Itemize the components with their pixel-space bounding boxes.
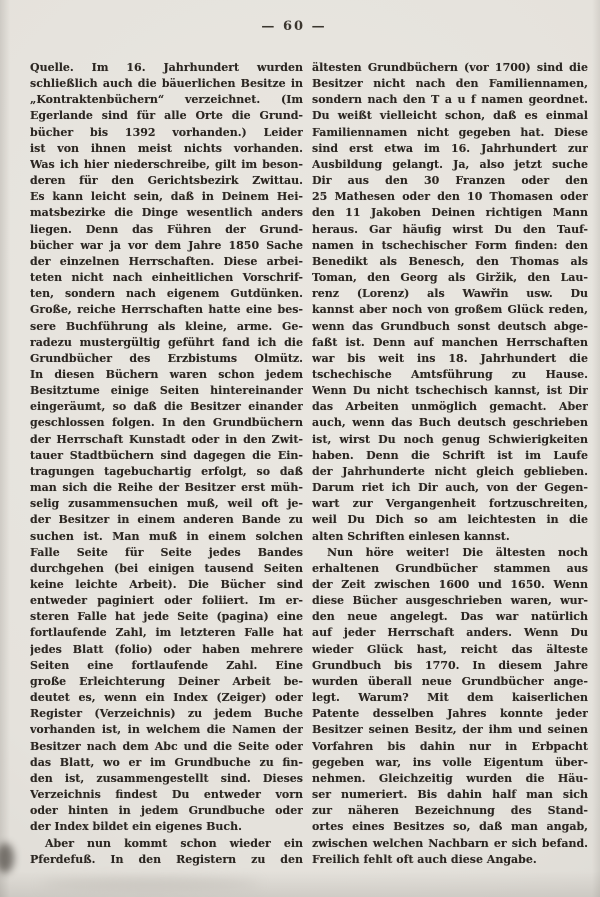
text-line: Familiennamen nicht gegeben hat. Diese (312, 125, 588, 139)
text-line: deutet es, wenn ein Index (Zeiger) oder (30, 691, 303, 705)
text-line: Patente desselben Jahres konnte jeder (312, 707, 588, 721)
text-line: Benedikt als Benesch, den Thomas als (312, 254, 588, 268)
text-line: Freilich fehlt oft auch diese Angabe. (312, 852, 537, 866)
text-line: radezu mustergültig geführt fand ich die (30, 335, 303, 349)
text-line: namen in tschechischer Form finden: den (312, 238, 588, 252)
text-line: ser numeriert. Bis dahin half man sich (312, 788, 588, 802)
text-line: tauer Stadtbüchern sind dagegen die Ein- (30, 448, 303, 462)
text-line: bücher bis 1392 vorhanden.) Leider (30, 125, 303, 139)
text-line: haben. Denn die Schrift ist im Laufe (312, 448, 588, 462)
scan-shadow-right-edge (592, 0, 600, 897)
text-line: das Arbeiten unmöglich gemacht. Aber (312, 400, 588, 414)
text-line: große Erleichterung Deiner Arbeit be- (30, 674, 303, 688)
text-line: weil Du Dich so am leichtesten in die (312, 513, 588, 527)
text-line: Egerlande sind für alle Orte die Grund- (30, 109, 303, 123)
text-line: Wenn Du nicht tschechisch kannst, ist Dir (312, 384, 588, 398)
text-line: Quelle. Im 16. Jahrhundert wurden (30, 61, 303, 74)
text-line: das Blatt, wo er im Grundbuche zu fin- (30, 755, 303, 769)
text-line: durchgehen (bei einigen tausend Seiten (30, 561, 303, 575)
text-line: liegen. Denn das Führen der Grund- (30, 222, 303, 236)
text-line: zwischen welchen Nachbarn er sich befand. (312, 836, 588, 850)
text-line: ist von ihnen meist nichts vorhanden. (30, 141, 303, 155)
text-line: Besitzer nach dem Abc und die Seite oder (30, 739, 303, 753)
text-line: renz (Lorenz) als Wawřin usw. Du (312, 287, 588, 301)
text-line: auf jeder Herrschaft anders. Wenn Du (312, 626, 588, 640)
text-line: fortlaufende Zahl, im letzteren Falle hat (30, 626, 303, 640)
text-line: war bis weit ins 18. Jahrhundert die (312, 351, 588, 365)
text-column-left (30, 60, 303, 868)
scan-shadow-left-edge (0, 0, 10, 897)
text-line: sind erst etwa im 16. Jahrhundert zur (312, 141, 588, 155)
text-line: der Jahrhunderte nicht gleich geblieben. (312, 464, 588, 478)
scan-smudge (40, 879, 260, 889)
text-line: jedes Blatt (folio) oder haben mehrere (30, 642, 303, 656)
text-line: wurden überall neue Grundbücher ange- (312, 674, 588, 688)
text-line: legt. Warum? Mit dem kaiserlichen (312, 691, 588, 705)
text-line: kannst aber noch von großem Glück reden, (312, 303, 588, 317)
text-line: den neue angelegt. Das war natürlich (312, 610, 588, 624)
text-line: wart zur Vergangenheit fortzuschreiten, (312, 497, 588, 511)
text-line: ortes eines Besitzes so, daß man angab, (312, 820, 588, 834)
text-line: Falle Seite für Seite jedes Bandes (30, 545, 303, 559)
text-line: den ist, zusammengestellt sind. Dieses (30, 771, 303, 785)
text-line: faßt ist. Denn auf manchen Herrschaften (312, 335, 588, 349)
text-line: erhaltenen Grundbücher stammen aus (312, 561, 588, 575)
text-line: steren Falle hat jede Seite (pagina) eine (30, 610, 303, 624)
text-line: geschlossen folgen. In den Grundbüchern (30, 416, 303, 430)
text-line: teten nicht nach einheitlichen Vorschrif- (30, 271, 303, 285)
text-line: ältesten Grundbüchern (vor 1700) sind die (312, 61, 588, 74)
text-line: In diesen Büchern waren schon jedem (30, 367, 303, 381)
text-line: keine leichte Arbeit). Die Bücher sind (30, 578, 303, 591)
text-line: 25 Mathesen oder den 10 Thomasen oder (312, 190, 588, 204)
text-line: Nun höre weiter! Die ältesten noch (327, 545, 588, 559)
text-column-right (312, 60, 588, 868)
text-line: man sich die Reihe der Besitzer erst müh- (30, 481, 303, 495)
text-line: der Herrschaft Kunstadt oder in den Zwit- (30, 432, 303, 446)
text-line: Besitzer nicht nach den Familiennamen, (312, 77, 588, 91)
text-line: Pferdefuß. In den Registern zu den (30, 852, 303, 866)
text-line: Ausbildung gelangt. Ja, also jetzt suche (312, 157, 588, 171)
text-line: auch, wenn das Buch deutsch geschrieben (312, 416, 588, 430)
text-line: Es kann leicht sein, daß in Deinem Hei- (30, 190, 303, 204)
text-line: schließlich auch die bäuerlichen Besitze in (30, 77, 303, 91)
text-line: Besitztume einige Seiten hintereinander (30, 384, 303, 398)
text-line: gegeben war, ins volle Eigentum über- (312, 755, 588, 769)
text-line: der Index bildet ein eigenes Buch. (30, 820, 242, 834)
text-line: vorhanden ist, in welchem die Namen der (30, 723, 303, 737)
text-line: den 11 Jakoben Deinen richtigen Mann (312, 206, 588, 220)
text-line: Vorfahren bis dahin nur in Erbpacht (312, 739, 588, 753)
text-line: ist, wirst Du noch genug Schwierigkeiten (312, 432, 588, 446)
text-line: wieder Glück hast, reicht das älteste (312, 642, 588, 656)
text-line: Grundbücher des Erzbistums Olmütz. (30, 351, 303, 365)
text-line: sondern nach den T a u f namen geordnet. (312, 93, 588, 107)
text-line: matsbezirke die Dinge wesentlich anders (30, 206, 303, 220)
text-line: nehmen. Gleichzeitig wurden die Häu- (312, 771, 588, 785)
text-line: Du weißt vielleicht schon, daß es einmal (312, 109, 588, 123)
page-number: — 60 — (261, 19, 327, 34)
text-line: Register (Verzeichnis) zu jedem Buche (30, 707, 303, 721)
text-line: selig zusammensuchen muß, weil oft je- (30, 497, 303, 511)
text-line: Darum riet ich Dir auch, von der Gegen- (312, 481, 588, 495)
text-line: Grundbuch bis 1770. In diesem Jahre (312, 658, 588, 672)
text-line: der Besitzer in einem anderen Bande zu (30, 513, 303, 527)
text-line: Toman, den Georg als Giržik, den Lau- (312, 271, 588, 285)
text-line: suchen ist. Man muß in einem solchen (30, 529, 303, 543)
text-line: diese Bücher ausgeschrieben waren, wur- (312, 594, 588, 608)
text-line: eingeräumt, so daß die Besitzer einander (30, 400, 303, 414)
text-line: der einzelnen Herrschaften. Diese arbei- (30, 254, 303, 268)
text-line: alten Schriften einlesen kannst. (312, 529, 510, 543)
text-line: Seiten eine fortlaufende Zahl. Eine (30, 658, 303, 672)
text-line: Dir aus den 30 Franzen oder den (312, 174, 588, 188)
text-line: Aber nun kommt schon wieder ein (45, 836, 303, 850)
text-line: tragungen tagebuchartig erfolgt, so daß (30, 464, 303, 478)
text-line: sere Buchführung als kleine, arme. Ge- (30, 319, 303, 333)
text-line: ten, sondern nach eigenem Gutdünken. (30, 287, 303, 301)
text-line: heraus. Gar häufig wirst Du den Tauf- (312, 222, 588, 236)
text-line: der Zeit zwischen 1600 und 1650. Wenn (312, 578, 588, 591)
text-line: bücher war ja vor dem Jahre 1850 Sache (30, 238, 303, 252)
text-line: Verzeichnis findest Du entweder vorn (30, 788, 303, 802)
text-line: oder hinten in jedem Grundbuche oder (30, 804, 303, 818)
text-line: Besitzer seinen Besitz, der ihm und seinen (312, 723, 588, 737)
scan-stain-bottom-left (0, 843, 14, 873)
text-line: Was ich hier niederschreibe, gilt im beson- (30, 157, 303, 171)
text-line: Große, reiche Herrschaften hatte eine bes- (30, 303, 303, 317)
text-line: deren für den Gerichtsbezirk Zwittau. (30, 174, 303, 188)
text-line: „Kontraktenbüchern“ verzeichnet. (Im (30, 93, 303, 107)
text-line: entweder paginiert oder foliiert. Im er- (30, 594, 303, 608)
text-line: tschechische Amtsführung zu Hause. (312, 367, 588, 381)
text-line: wenn das Grundbuch sonst deutsch abge- (312, 319, 588, 333)
text-line: zur näheren Bezeichnung des Stand- (312, 804, 588, 818)
